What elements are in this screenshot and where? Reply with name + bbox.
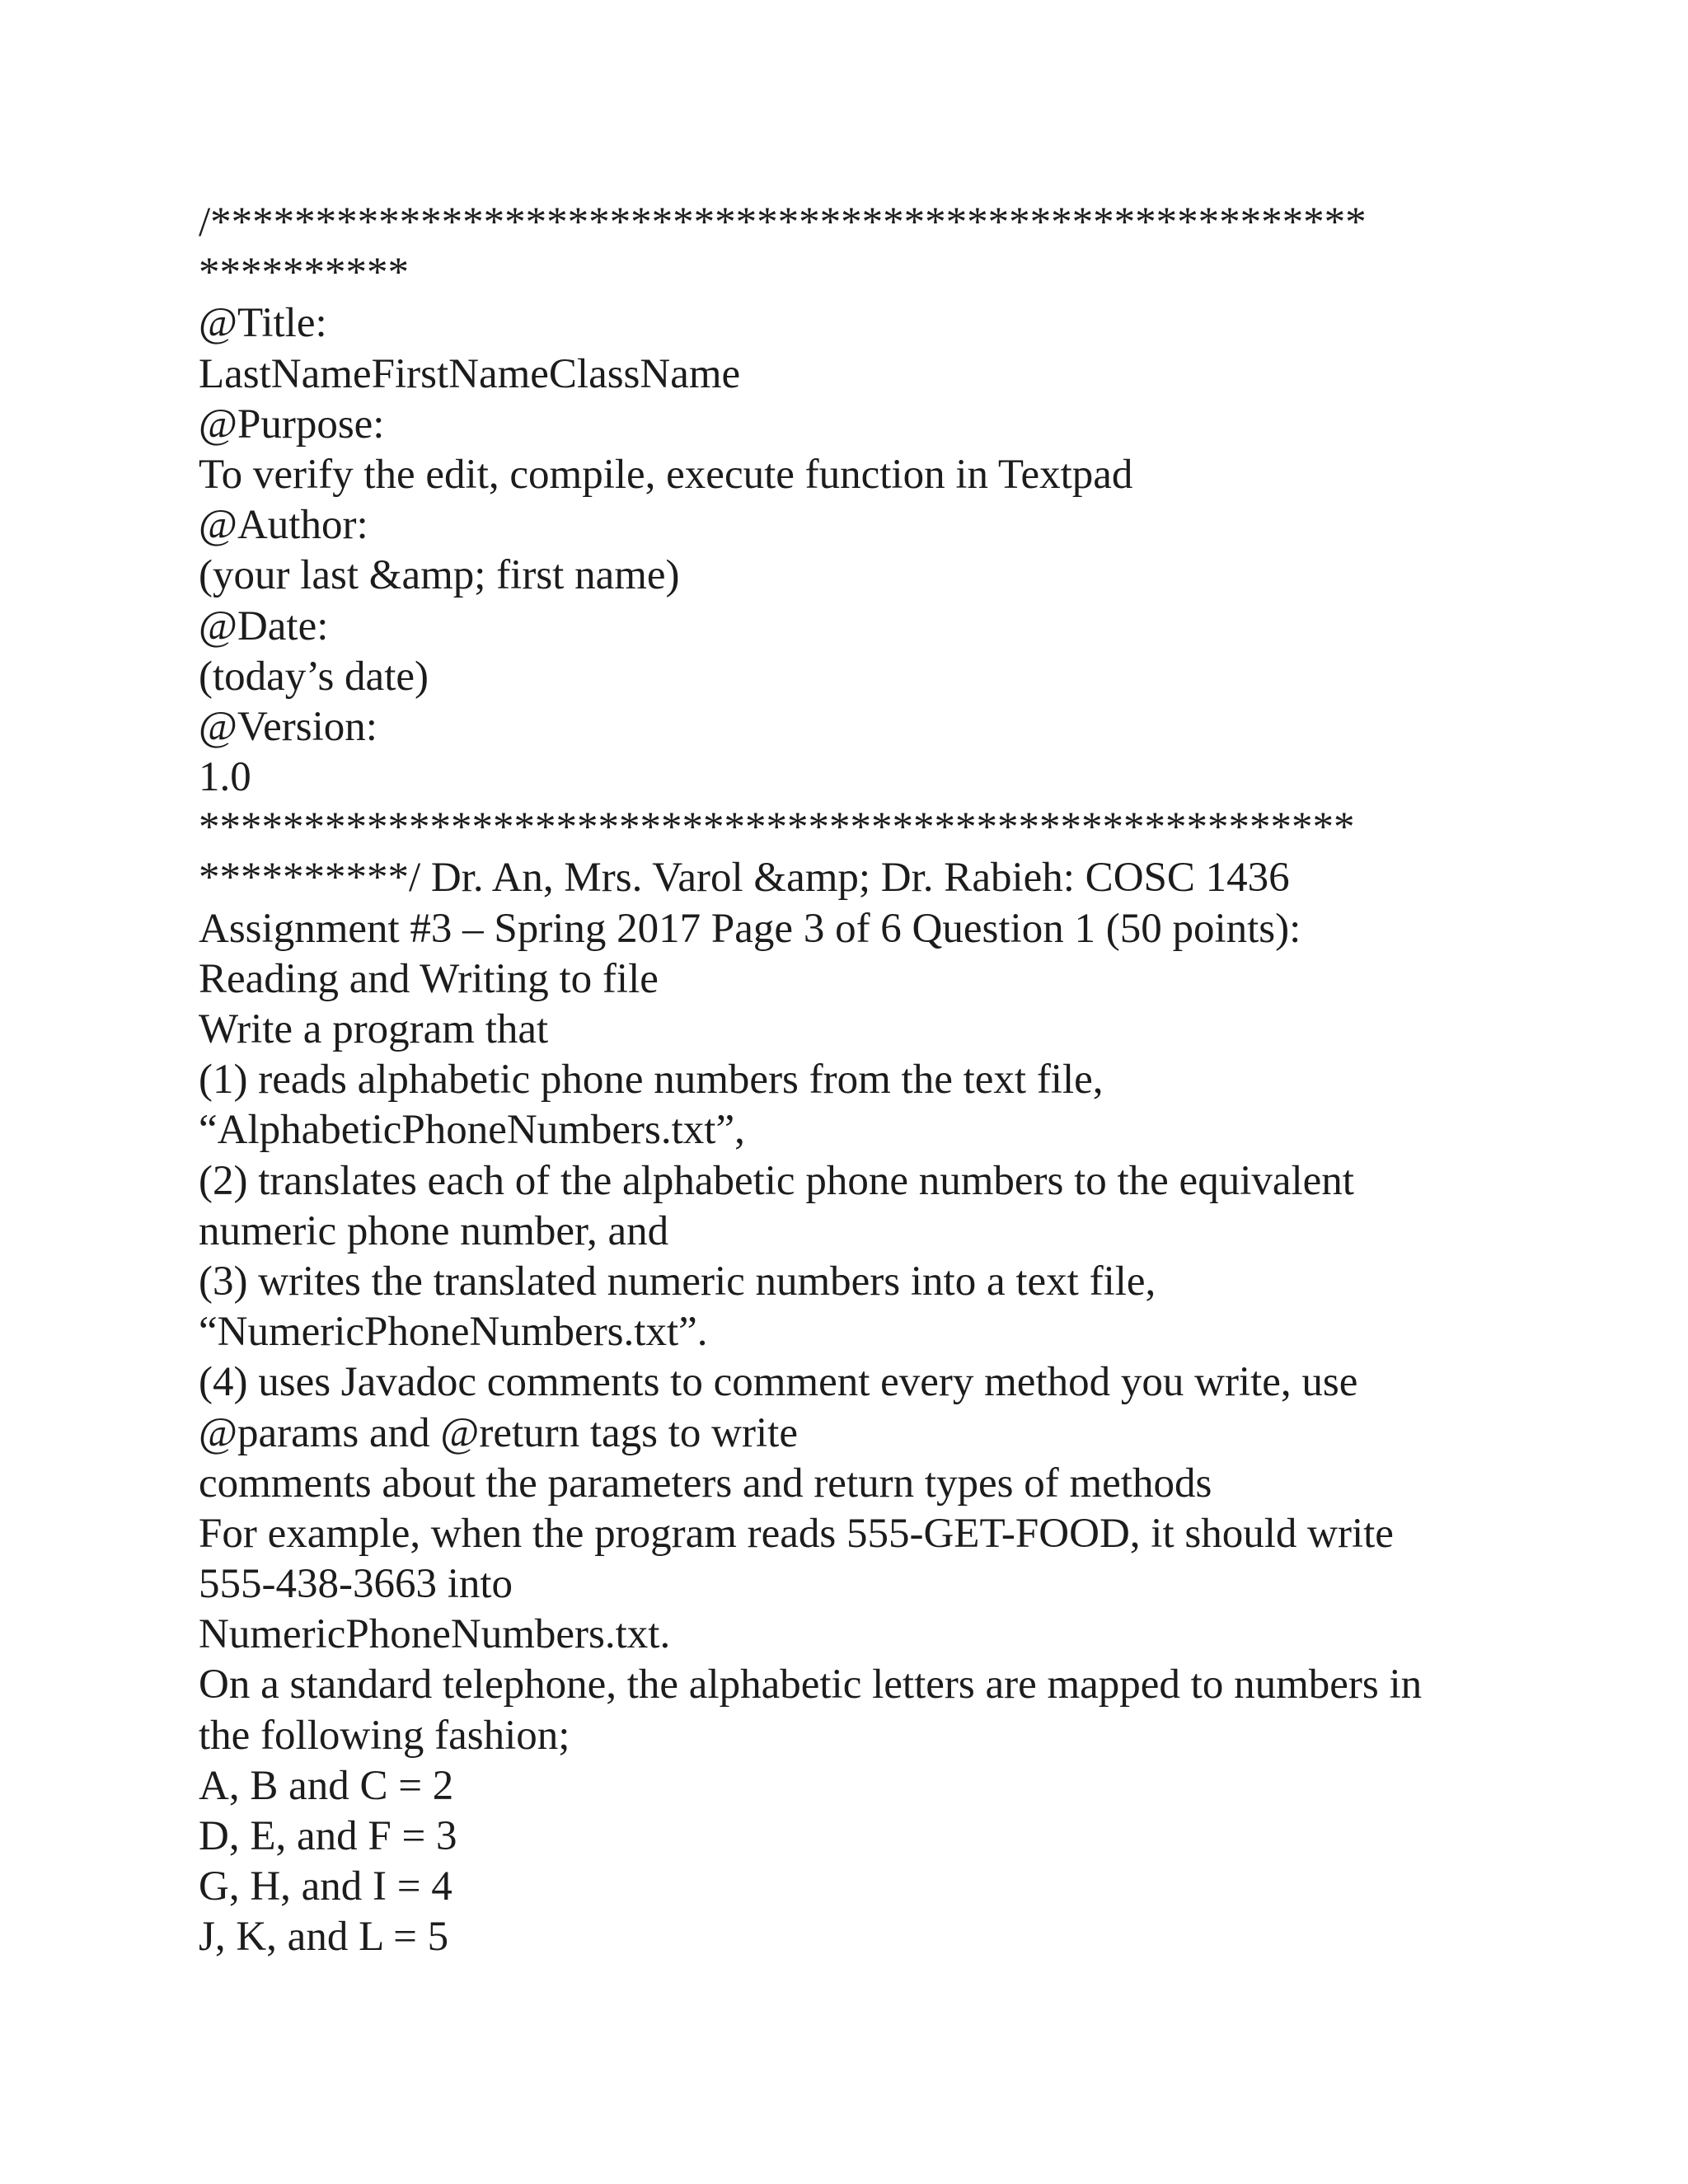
mapping-intro: On a standard telephone, the alphabetic letters are mapped to numbers in	[199, 1661, 1423, 1708]
step-2-continued: numeric phone number, and	[199, 1207, 669, 1254]
step-4-continued-2: comments about the parameters and return types of methods	[199, 1460, 1212, 1507]
step-1: (1) reads alphabetic phone numbers from the text file,	[199, 1057, 1104, 1104]
example-line-continued: 555-438-3663 into	[199, 1561, 513, 1608]
version-value: 1.0	[199, 754, 251, 801]
step-3: (3) writes the translated numeric numbers into a text file,	[199, 1258, 1156, 1305]
step-3-file: “NumericPhoneNumbers.txt”.	[199, 1309, 708, 1356]
date-value: (today’s date)	[199, 653, 429, 700]
title-tag: @Title:	[199, 300, 327, 347]
comment-open-line: /*******************************************************	[199, 199, 1367, 246]
step-4: (4) uses Javadoc comments to comment every method you write, use	[199, 1359, 1358, 1406]
author-value: (your last &amp; first name)	[199, 552, 680, 599]
date-tag: @Date:	[199, 602, 329, 649]
step-4-continued: @params and @return tags to write	[199, 1409, 798, 1456]
comment-close-line: *******************************************************	[199, 804, 1355, 851]
title-value: LastNameFirstNameClassName	[199, 350, 741, 397]
mapping-ghi: G, H, and I = 4	[199, 1863, 452, 1910]
instruction-line: Write a program that	[199, 1006, 549, 1052]
purpose-value: To verify the edit, compile, execute function in Textpad	[199, 451, 1133, 498]
mapping-intro-continued: the following fashion;	[199, 1712, 570, 1759]
header-line: **********/ Dr. An, Mrs. Varol &amp; Dr. Rabieh: COSC 1436	[199, 855, 1290, 902]
comment-open-line-continued: **********	[199, 250, 409, 297]
assignment-line: Assignment #3 – Spring 2017 Page 3 of 6 Question 1 (50 points):	[199, 905, 1301, 952]
question-title: Reading and Writing to file	[199, 955, 659, 1002]
mapping-jkl: J, K, and L = 5	[199, 1914, 449, 1961]
example-line: For example, when the program reads 555-GET-FOOD, it should write	[199, 1510, 1394, 1557]
step-2: (2) translates each of the alphabetic phone numbers to the equivalent	[199, 1157, 1354, 1204]
step-1-file: “AlphabeticPhoneNumbers.txt”,	[199, 1107, 745, 1154]
author-tag: @Author:	[199, 502, 368, 549]
version-tag: @Version:	[199, 703, 377, 750]
mapping-abc: A, B and C = 2	[199, 1762, 454, 1809]
example-file: NumericPhoneNumbers.txt.	[199, 1611, 671, 1658]
mapping-def: D, E, and F = 3	[199, 1813, 457, 1859]
document-text	[199, 198, 1501, 1963]
purpose-tag: @Purpose:	[199, 401, 385, 448]
